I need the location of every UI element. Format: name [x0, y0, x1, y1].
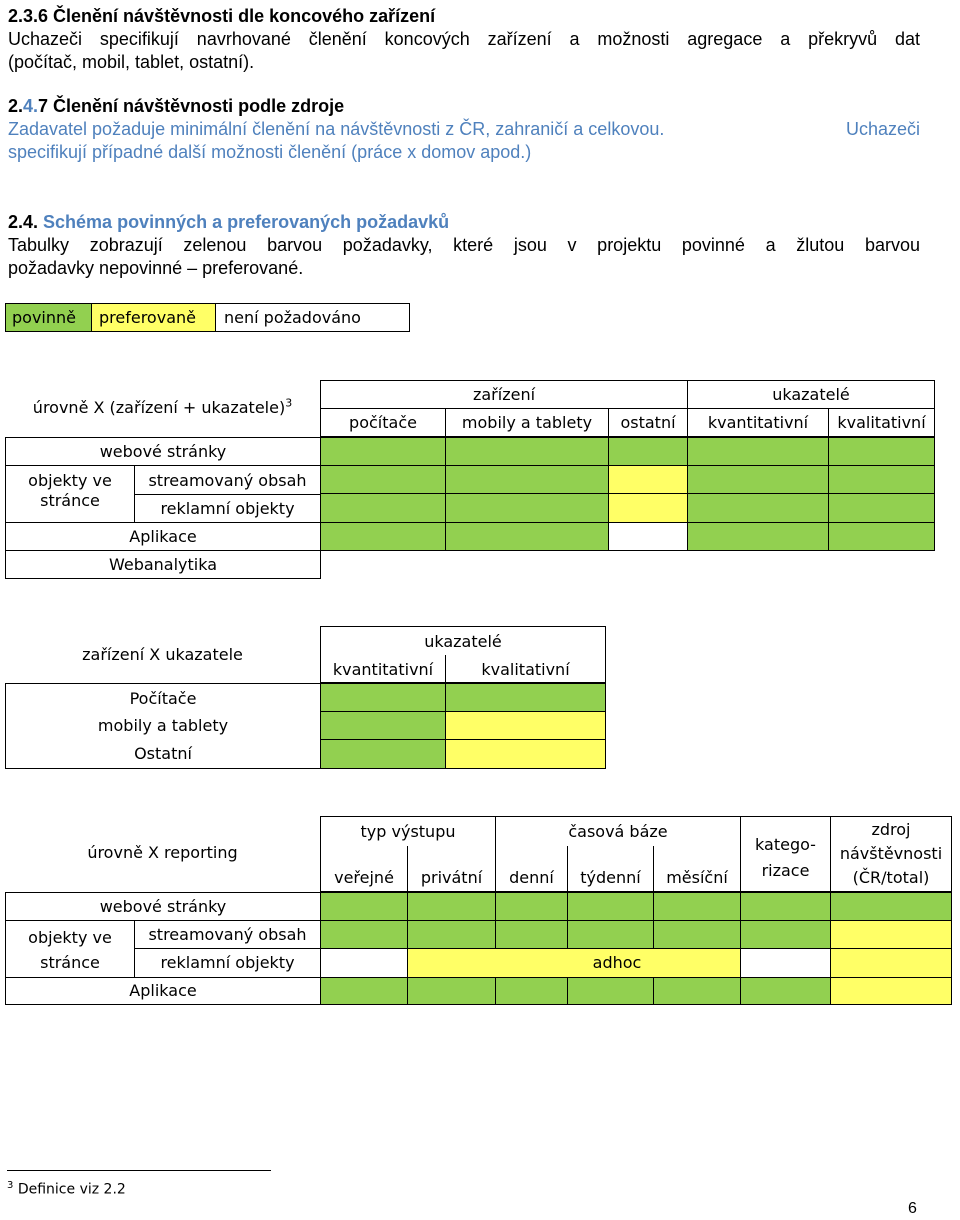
t1-cell	[828, 493, 935, 523]
t2-row-mobiles: mobily a tablety	[97, 716, 229, 735]
t3-cell	[407, 892, 496, 921]
t3-col-category	[740, 832, 831, 884]
t3-cell	[407, 920, 496, 949]
t3-cell	[320, 892, 408, 921]
section-236-line1: Uchazeči specifikují navrhované členění koncových zařízení a možnosti agregace a překryvů dat	[8, 29, 920, 49]
t3-col-weekly: týdenní	[580, 868, 641, 887]
t3-cell	[653, 920, 741, 949]
t1-cell	[320, 437, 446, 466]
t1-cell	[608, 437, 688, 466]
t3-cell	[830, 920, 952, 949]
section-24-line1: Tabulky zobrazují zelenou barvou požadavky, které jsou v projektu povinné a žlutou barvou	[8, 235, 920, 255]
t1-rule	[5, 550, 321, 551]
t3-col-source-line3: (ČR/total)	[852, 868, 930, 887]
t1-row-ads: reklamní objekty	[160, 499, 295, 518]
t1-col-quantitative: kvantitativní	[707, 413, 809, 432]
t2-cell	[320, 711, 446, 740]
t1-cell	[687, 493, 829, 523]
t1-row-stream: streamovaný obsah	[148, 471, 307, 490]
t3-group-time: časová báze	[568, 822, 668, 841]
t3-title: úrovně X reporting	[87, 843, 238, 862]
t3-cell	[740, 977, 831, 1005]
t1-row-objects-text: objekty ve stránce	[28, 471, 112, 510]
t1-cell	[687, 437, 829, 466]
t1-rule	[5, 522, 321, 523]
section-236-line2: (počítač, mobil, tablet, ostatní).	[8, 52, 255, 72]
t3-row-objects	[5, 925, 135, 975]
t3-cell	[320, 948, 408, 978]
t2-cell	[445, 683, 606, 712]
t1-rule	[5, 465, 321, 466]
t1-group-device-label: zařízení	[472, 385, 536, 404]
section-247-heading: 2.4.7 Členění návštěvnosti podle zdroje	[8, 96, 345, 116]
t1-row-objects	[5, 471, 135, 511]
t3-adhoc-label: adhoc	[592, 953, 642, 972]
t1-cell	[687, 522, 829, 551]
t3-row-objects-line2: stránce	[40, 953, 100, 972]
t2-title: zařízení X ukazatele	[82, 645, 243, 664]
t3-col-monthly: měsíční	[666, 868, 728, 887]
footnote-separator	[7, 1170, 271, 1171]
t1-cell	[828, 522, 935, 551]
t3-col-private: privátní	[420, 868, 483, 887]
t1-cell	[828, 465, 935, 494]
t1-cell	[608, 522, 688, 551]
t3-group-output: typ výstupu	[360, 822, 456, 841]
t3-rule	[5, 920, 321, 921]
t3-row-apps: Aplikace	[129, 981, 197, 1000]
section-24-heading: 2.4. Schéma povinných a preferovaných požadavků	[8, 212, 450, 232]
t1-group-metrics-label: ukazatelé	[772, 385, 850, 404]
t3-row-web: webové stránky	[99, 897, 227, 916]
t2-cell	[320, 739, 446, 769]
t1-cell	[608, 465, 688, 494]
t2-row-other: Ostatní	[134, 744, 192, 763]
t3-col-source	[830, 818, 952, 890]
t3-col-daily: denní	[509, 868, 554, 887]
t2-group-label: ukazatelé	[424, 632, 502, 651]
t1-footnote-mark: 3	[285, 396, 293, 410]
t2-cell	[320, 683, 446, 712]
t1-row-web: webové stránky	[99, 442, 227, 461]
t2-cell	[445, 711, 606, 740]
t3-cell	[567, 892, 654, 921]
t3-row-ads: reklamní objekty	[160, 953, 295, 972]
t1-title	[5, 398, 320, 418]
t1-cell	[320, 465, 446, 494]
t2-rule	[320, 654, 606, 655]
section-24-line2: požadavky nepovinné – preferované.	[8, 258, 304, 278]
t3-col-source-line2: návštěvnosti	[839, 844, 943, 863]
legend-mandatory-label: povinně	[12, 308, 76, 327]
t3-row-stream: streamovaný obsah	[148, 925, 307, 944]
section-247-line1-a: Zadavatel požaduje minimální členění na návštěvnosti z ČR, zahraničí a celkovou.	[8, 119, 665, 139]
t1-col-computers: počítače	[349, 413, 417, 432]
t3-cell	[567, 977, 654, 1005]
t3-rule	[134, 948, 321, 949]
t2-col-quantitative: kvantitativní	[332, 660, 434, 679]
t3-cell	[567, 920, 654, 949]
t1-cell	[445, 465, 609, 494]
t3-cell	[495, 920, 568, 949]
t3-cell	[407, 977, 496, 1005]
t2-row-computers: Počítače	[129, 689, 197, 708]
t3-cell	[320, 920, 408, 949]
t3-col-category-line1: katego-	[755, 835, 816, 854]
t3-cell	[830, 977, 952, 1005]
legend-preferred-label: preferovaně	[99, 308, 196, 327]
t1-col-mobiles: mobily a tablety	[461, 413, 593, 432]
t3-row-objects-line1: objekty ve	[28, 928, 112, 947]
t3-cell	[495, 892, 568, 921]
t1-rule	[134, 494, 321, 495]
section-236-heading: 2.3.6 Členění návštěvnosti dle koncového zařízení	[8, 6, 436, 26]
t2-cell	[445, 739, 606, 769]
page-number: 6	[908, 1200, 917, 1217]
t1-cell	[828, 437, 935, 466]
t3-col-public: veřejné	[334, 868, 394, 887]
t3-cell	[830, 948, 952, 978]
t1-cell	[445, 437, 609, 466]
t3-cell	[495, 977, 568, 1005]
t1-row-apps: Aplikace	[129, 527, 197, 546]
t1-cell	[608, 493, 688, 523]
t3-cell	[740, 948, 831, 978]
t1-col-other: ostatní	[620, 413, 676, 432]
t1-cell	[320, 493, 446, 523]
section-247-line2: specifikují případné další možnosti členění (práce x domov apod.)	[8, 142, 532, 162]
t3-cell	[320, 977, 408, 1005]
footnote	[7, 1180, 126, 1198]
t3-col-source-line1: zdroj	[871, 820, 911, 839]
t3-cell	[740, 920, 831, 949]
t1-title-text: úrovně X (zařízení + ukazatele)	[32, 398, 286, 417]
t1-cell	[445, 522, 609, 551]
footnote-text: Definice viz 2.2	[17, 1181, 126, 1198]
legend-not-required-label: není požadováno	[224, 308, 361, 327]
t3-cell	[653, 892, 741, 921]
t2-col-qualitative: kvalitativní	[481, 660, 570, 679]
t3-cell	[740, 892, 831, 921]
section-247-line1	[8, 117, 920, 141]
t1-cell	[687, 465, 829, 494]
t1-row-webanalytics: Webanalytika	[108, 555, 218, 574]
t3-cell	[830, 892, 952, 921]
t3-rule	[5, 977, 321, 978]
section-247-line1-b: Uchazeči	[845, 119, 920, 139]
t1-col-qualitative: kvalitativní	[837, 413, 926, 432]
footnote-mark: 3	[7, 1180, 14, 1191]
t3-col-category-line2: rizace	[761, 861, 810, 880]
t1-cell	[320, 522, 446, 551]
t3-cell	[653, 977, 741, 1005]
t1-cell	[445, 493, 609, 523]
